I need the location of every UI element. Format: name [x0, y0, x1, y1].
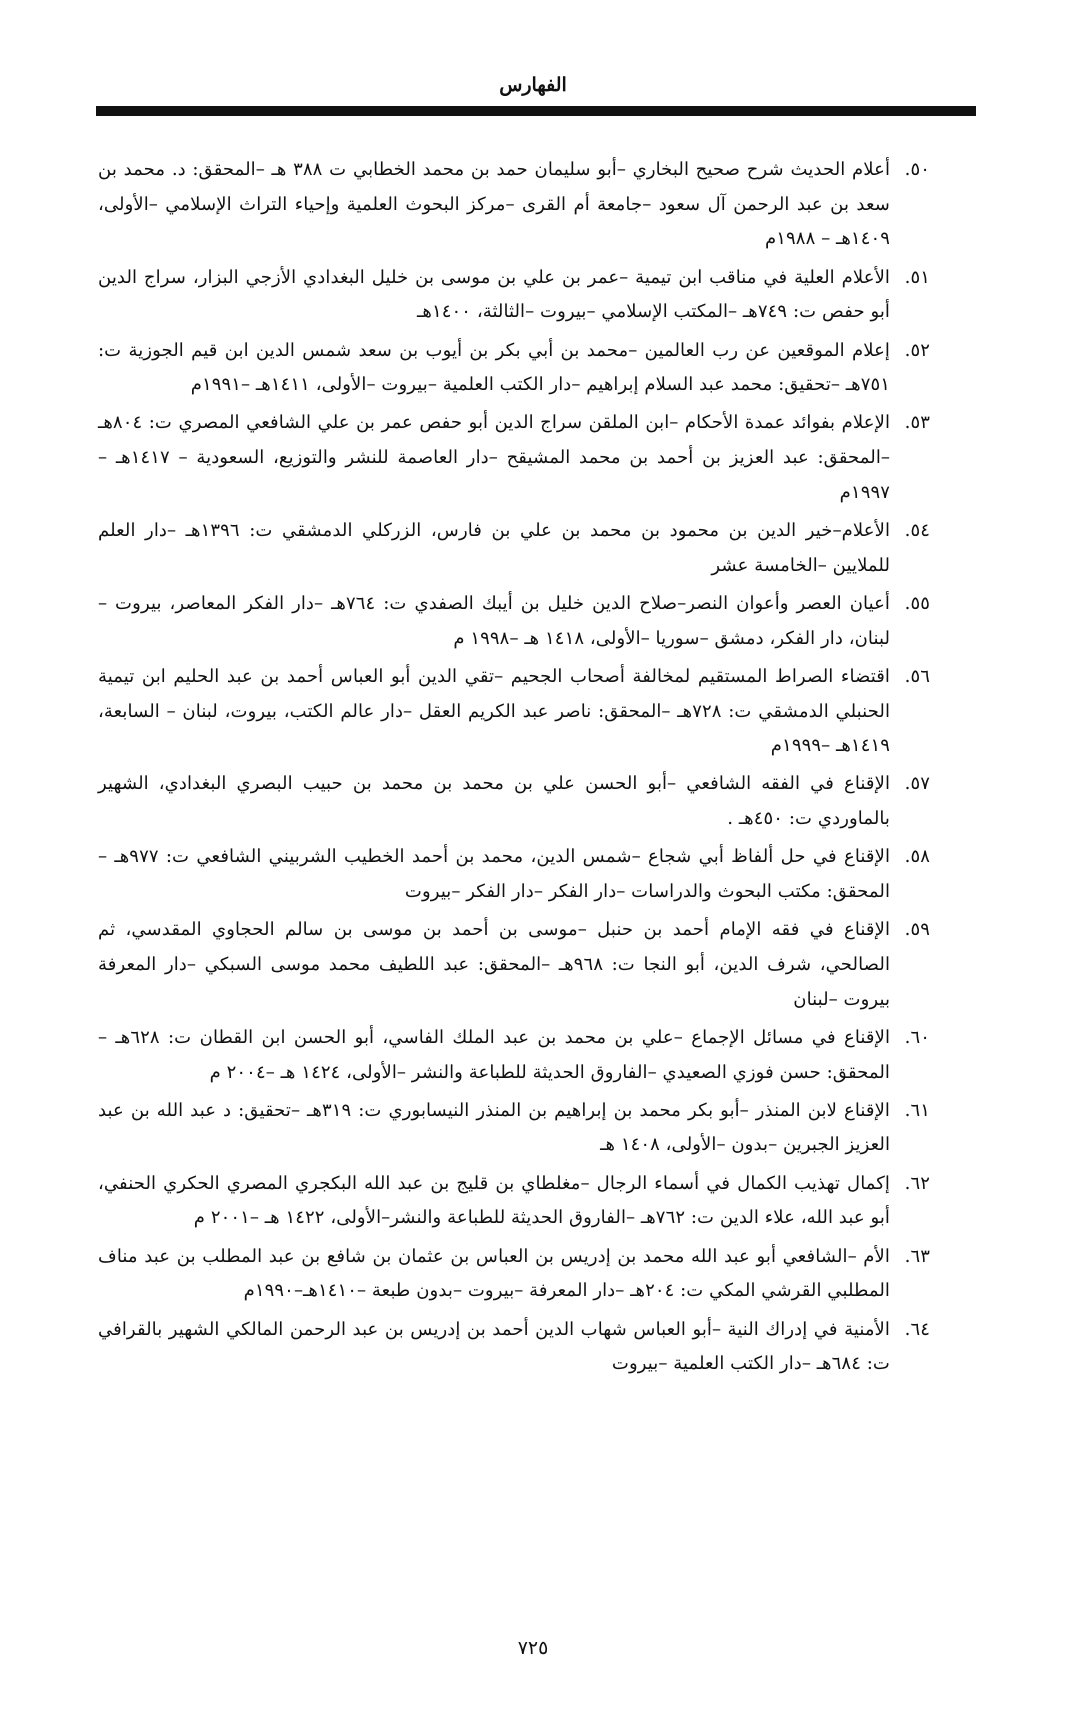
bibliography-entry	[98, 261, 930, 330]
bibliography-entry	[98, 587, 930, 656]
entry-number: ٥٠.	[904, 159, 930, 180]
entry-number: ٥٧.	[904, 773, 930, 795]
header-rule	[96, 106, 976, 116]
entry-number: ٥٦.	[904, 665, 930, 687]
bibliography-entry	[98, 1240, 930, 1309]
entry-text: الإقناع في حل ألفاظ أبي شجاع –شمس الدين، محمد بن أحمد الخطيب الشربيني الشافعي ت: ٩٧٧هـ – المحقق: مكتب البحوث والدراسات –دار الفكر –دار الفكر –بيروت	[98, 846, 891, 903]
bibliography-entry	[98, 1167, 930, 1236]
entry-text: اقتضاء الصراط المستقيم لمخالفة أصحاب الجحيم –تقي الدين أبو العباس أحمد بن عبد الحليم ابن تيمية الحنبلي الدمشقي ت: ٧٢٨هـ –المحقق: ناصر عبد الكريم العقل –دار عالم الكتب، بيروت، لبنان – السابعة، ١٤١٩هـ –١٩٩٩م	[98, 665, 890, 757]
entry-text: الإعلام بفوائد عمدة الأحكام –ابن الملقن سراج الدين أبو حفص عمر بن علي الشافعي المصري ت: ٨٠٤هـ –المحقق: عبد العزيز بن أحمد بن محمد المشيقح –دار العاصمة للنشر والتوزيع، السعودية – ١٤١٧هـ –١٩٩٧م	[98, 412, 890, 503]
entry-number: ٦٠.	[904, 1026, 930, 1048]
entry-number: ٥١.	[904, 266, 930, 288]
entry-number: ٥٩.	[904, 919, 930, 941]
bibliography-entry	[98, 514, 930, 583]
page-header-title: الفهارس	[499, 74, 567, 96]
entry-number: ٥٣.	[904, 412, 930, 434]
entry-number: ٥٨.	[904, 846, 930, 868]
entry-text: إكمال تهذيب الكمال في أسماء الرجال –مغلطاي بن قليج بن عبد الله البكجري المصري الحكري الحنفي، أبو عبد الله، علاء الدين ت: ٧٦٢هـ –الفاروق الحديثة للطباعة والنشر–الأولى، ١٤٢٢ هـ –٢٠٠١ م	[98, 1172, 890, 1229]
entry-number: ٥٥.	[904, 592, 930, 614]
bibliography-entry	[98, 1021, 930, 1090]
bibliography-entry	[98, 1313, 930, 1382]
entry-text: الإقناع في فقه الإمام أحمد بن حنبل –موسى بن أحمد بن موسى بن سالم الحجاوي المقدسي، ثم الصالحي، شرف الدين، أبو النجا ت: ٩٦٨هـ –المحقق: عبد اللطيف محمد موسى السبكي –دار المعرفة بيروت –لبنان	[98, 919, 890, 1010]
bibliography-entry	[98, 767, 930, 836]
entry-text: الأعلام العلية في مناقب ابن تيمية –عمر بن علي بن موسى بن خليل البغدادي الأزجي البزار، سراج الدين أبو حفص ت: ٧٤٩هـ –المكتب الإسلامي –بيروت –الثالثة، ١٤٠٠هـ	[98, 266, 890, 323]
entry-text: الأم –الشافعي أبو عبد الله محمد بن إدريس بن العباس بن عثمان بن شافع بن عبد المطلب بن عبد مناف المطلبي القرشي المكي ت: ٢٠٤هـ –دار المعرفة –بيروت –بدون طبعة –١٤١٠هـ–١٩٩٠م	[98, 1245, 890, 1302]
entry-number: ٥٤.	[904, 520, 930, 542]
entry-text: أعلام الحديث شرح صحيح البخاري –أبو سليمان حمد بن محمد الخطابي ت ٣٨٨ هـ –المحقق: د. محمد بن سعد بن عبد الرحمن آل سعود –جامعة أم القرى –مركز البحوث العلمية وإحياء التراث الإسلامي –الأولى، ١٤٠٩هـ – ١٩٨٨م	[98, 159, 890, 250]
bibliography-list	[98, 153, 930, 1385]
bibliography-entry	[98, 153, 930, 257]
bibliography-entry	[98, 913, 930, 1017]
bibliography-entry	[98, 406, 930, 510]
page-number: ٧٢٥	[517, 1637, 549, 1659]
bibliography-entry	[98, 334, 930, 403]
entry-number: ٦٤.	[904, 1318, 930, 1340]
entry-number: ٦٢.	[904, 1172, 930, 1194]
bibliography-entry	[98, 660, 930, 764]
entry-text: الإقناع في مسائل الإجماع –علي بن محمد بن عبد الملك الفاسي، أبو الحسن ابن القطان ت: ٦٢٨هـ – المحقق: حسن فوزي الصعيدي –الفاروق الحديثة للطباعة والنشر –الأولى، ١٤٢٤ هـ –٢٠٠٤ م	[98, 1026, 891, 1083]
bibliography-entry	[98, 840, 930, 909]
entry-text: الأعلام–خير الدين بن محمود بن محمد بن علي بن فارس، الزركلي الدمشقي ت: ١٣٩٦هـ –دار العلم للملايين –الخامسة عشر	[98, 520, 890, 576]
entry-text: إعلام الموقعين عن رب العالمين –محمد بن أبي بكر بن أيوب بن سعد شمس الدين ابن قيم الجوزية ت: ٧٥١هـ –تحقيق: محمد عبد السلام إبراهيم –دار الكتب العلمية –بيروت –الأولى، ١٤١١هـ –١٩٩١م	[98, 339, 890, 396]
entry-number: ٥٢.	[904, 339, 930, 361]
entry-text: أعيان العصر وأعوان النصر–صلاح الدين خليل بن أيبك الصفدي ت: ٧٦٤هـ –دار الفكر المعاصر، بيروت –لبنان، دار الفكر، دمشق –سوريا –الأولى، ١٤١٨ هـ –١٩٩٨ م	[98, 592, 890, 649]
entry-number: ٦٣.	[904, 1245, 930, 1267]
entry-text: الإقناع في الفقه الشافعي –أبو الحسن علي بن محمد بن محمد بن حبيب البصري البغدادي، الشهير بالماوردي ت: ٤٥٠هـ .	[98, 773, 890, 830]
bibliography-entry	[98, 1094, 930, 1163]
entry-text: الإقناع لابن المنذر –أبو بكر محمد بن إبراهيم بن المنذر النيسابوري ت: ٣١٩هـ –تحقيق: د عبد الله بن عبد العزيز الجبرين –بدون –الأولى، ١٤٠٨ هـ	[98, 1099, 890, 1156]
entry-text: الأمنية في إدراك النية –أبو العباس شهاب الدين أحمد بن إدريس بن عبد الرحمن المالكي الشهير بالقرافي ت: ٦٨٤هـ –دار الكتب العلمية –بيروت	[98, 1318, 890, 1375]
entry-number: ٦١.	[904, 1099, 930, 1121]
